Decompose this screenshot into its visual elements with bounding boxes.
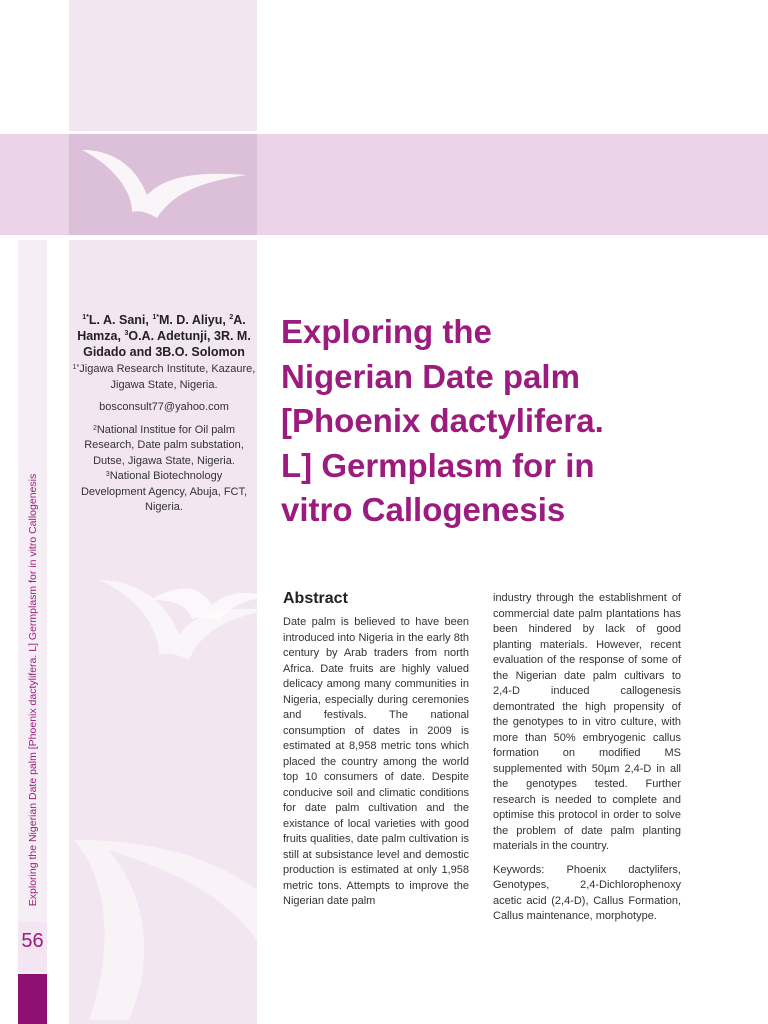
author-name: Hamza, (77, 329, 125, 343)
affiliation-superscript: 3 (105, 471, 110, 478)
title-line: Nigerian Date palm (281, 357, 580, 395)
author-name: M. D. Aliyu, (158, 313, 230, 327)
abstract-column-2 (493, 591, 681, 933)
affiliation-text: Jigawa Research Institute, Kazaure, Jigawa State, Nigeria. (79, 363, 256, 391)
title-line: [Phoenix dactylifera. (281, 402, 604, 439)
seagull-icon (77, 140, 257, 230)
title-line: L] Germplasm for in (281, 446, 595, 484)
author-superscript: 2 (229, 314, 234, 321)
keywords: Keywords: Phoenix dactylifers, Genotypes, 2,4-Dichlorophenoxy acetic acid (2,4-D), Callus Formation, Callus maintenance, morphotype. (493, 863, 681, 922)
affiliations (72, 362, 256, 523)
author-name: Gidado and 3B.O. Solomon (83, 345, 245, 359)
affiliation-superscript: 1* (72, 364, 80, 371)
author-superscript: 1* (82, 314, 89, 321)
affiliation-3 (72, 469, 256, 516)
article-title (281, 310, 741, 533)
author-list (72, 312, 256, 360)
affiliation-2 (72, 423, 256, 470)
abstract-heading: Abstract (283, 590, 348, 607)
abstract-column-1 (283, 615, 469, 918)
author-email: bosconsult77@yahoo.com (99, 401, 229, 413)
author-superscript: 1* (152, 314, 159, 321)
author-name: O.A. Adetunji, 3R. M. (128, 329, 251, 343)
header-band-decoration (69, 134, 257, 235)
title-line: vitro Callogenesis (281, 491, 566, 528)
affiliation-superscript: 2 (92, 424, 97, 432)
author-name: L. A. Sani, (88, 313, 153, 327)
title-line: Exploring the (281, 313, 492, 350)
accent-block (18, 974, 47, 1024)
affiliation-text: National Institue for Oil palm Research, Date palm substation, Dutse, Jigawa State, Nigeria. (84, 423, 244, 467)
top-column-panel (69, 0, 257, 131)
abstract-paragraph: industry through the establishment of commercial date palm plantations has been hindered by lack of good planting materials. However, recent evaluation of the response of some of the Nigerian date palm cultivars to 2,4-D induced callogenesis demontrated the high propensity of the genotypes to in vitro culture, with more than 50% embryogenic callus formation on modified MS supplemented with 50µm 2,4-D in all the genotypes tested. Further research is needed to complete and optimise this protocol in order to solve the problem of date palm planting materials in the country. (493, 592, 681, 852)
running-head: Exploring the Nigerian Date palm [Phoenix dactylifera. L] Germplasm for in vitro Callogenesis (27, 473, 39, 907)
page-number: 56 (21, 930, 44, 952)
affiliation-1 (72, 362, 256, 393)
author-name: A. (233, 313, 246, 327)
author-superscript: 3 (124, 330, 129, 337)
seagull-icon (150, 575, 270, 625)
seagull-icon (69, 800, 257, 1020)
affiliation-text: National Biotechnology Development Agency, Abuja, FCT, Nigeria. (80, 470, 248, 513)
abstract-paragraph: Date palm is believed to have been introduced into Nigeria in the early 8th century by Arab traders from north Africa. Date fruits are highly valued delicacy among many communities in Nigeria, especially during ceremonies and festivals. The national consumption of dates in 2009 is estimated at 8,958 metric tons which placed the country among the world top 10 consumers of date. Despite conducive soil and climatic conditions for date palm cultivation and the existance of local varieties with good fruits qualities, date palm cultivation is still at subsistance level and demostic production is estimated at only 1,958 metric tons. Attempts to improve the Nigerian date palm (283, 616, 469, 907)
